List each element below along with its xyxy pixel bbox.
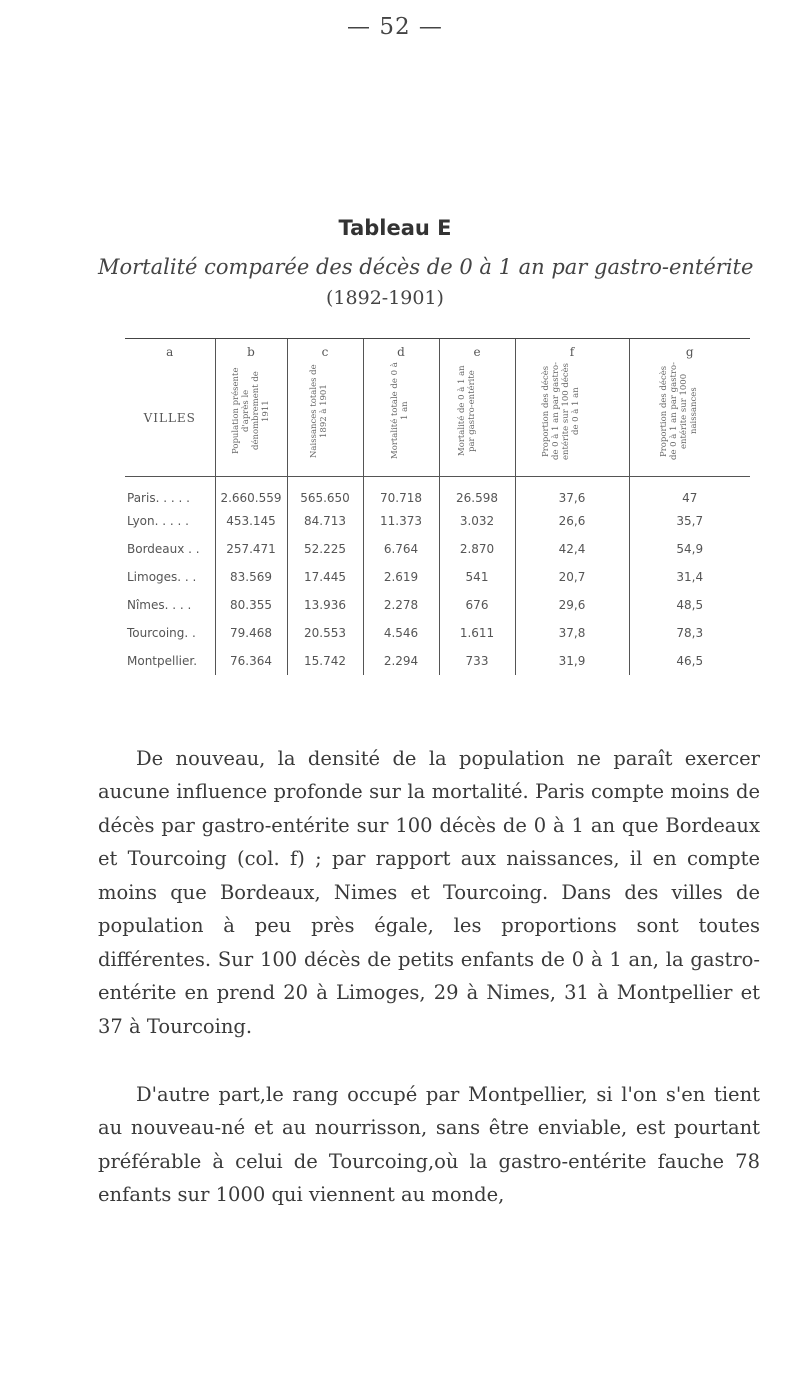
mortalite-gastro-cell: 26.598 xyxy=(439,477,515,508)
header-proportion-naissances xyxy=(629,339,750,477)
mortalite-totale-cell: 70.718 xyxy=(363,477,439,508)
mortality-table xyxy=(125,338,750,675)
column-letter: g xyxy=(685,345,694,359)
column-label: Proportion des décès de 0 à 1 an par gastro-entérite sur 1000 naissances xyxy=(658,361,699,461)
proportion-naissances-cell: 54,9 xyxy=(629,535,750,563)
mortalite-gastro-cell: 676 xyxy=(439,591,515,619)
column-letter: d xyxy=(397,345,405,359)
column-letter: e xyxy=(473,345,481,359)
column-label: Proportion des décès de 0 à 1 an par gastro-entérite sur 100 décès de 0 à 1 an xyxy=(541,361,581,461)
mortalite-totale-cell: 2.278 xyxy=(363,591,439,619)
table-row xyxy=(125,507,750,535)
population-cell: 2.660.559 xyxy=(215,477,287,508)
proportion-naissances-cell: 31,4 xyxy=(629,563,750,591)
column-label: VILLES xyxy=(143,411,196,425)
body-paragraph: De nouveau, la densité de la population ne paraît exercer aucune influence profonde sur la mortalité. Paris compte moins de décès par gastro-entérite sur 100 décès de 0 à 1 an que Bordeaux et Tourcoing (col. f) ; par rapport aux naissances, il en compte moins que Bordeaux, Nimes et Tourcoing. Dans des villes de population à peu près égale, les proportions sont toutes différentes. Sur 100 décès de petits enfants de 0 à 1 an, la gastro-entérite en prend 20 à Limoges, 29 à Nimes, 31 à Montpellier et 37 à Tourcoing. xyxy=(98,746,760,1038)
proportion-naissances-cell: 46,5 xyxy=(629,647,750,675)
population-cell: 76.364 xyxy=(215,647,287,675)
table-years: (1892-1901) xyxy=(326,287,444,309)
table-row xyxy=(125,591,750,619)
mortalite-totale-cell: 4.546 xyxy=(363,619,439,647)
city-cell: Tourcoing. . xyxy=(127,626,196,640)
mortalite-totale-cell: 11.373 xyxy=(363,507,439,535)
naissances-cell: 13.936 xyxy=(287,591,363,619)
mortalite-gastro-cell: 3.032 xyxy=(439,507,515,535)
population-cell: 453.145 xyxy=(215,507,287,535)
column-label: Mortalité totale de 0 à 1 an xyxy=(390,362,410,460)
proportion-deces-cell: 26,6 xyxy=(515,507,629,535)
mortalite-gastro-cell: 541 xyxy=(439,563,515,591)
naissances-cell: 15.742 xyxy=(287,647,363,675)
naissances-cell: 17.445 xyxy=(287,563,363,591)
proportion-naissances-cell: 78,3 xyxy=(629,619,750,647)
mortalite-totale-cell: 2.619 xyxy=(363,563,439,591)
mortalite-gastro-cell: 2.870 xyxy=(439,535,515,563)
proportion-naissances-cell: 35,7 xyxy=(629,507,750,535)
naissances-cell: 565.650 xyxy=(287,477,363,508)
header-population xyxy=(215,339,287,477)
column-label: Naissances totales de 1892 à 1901 xyxy=(309,364,329,458)
column-letter: f xyxy=(569,345,575,359)
header-mortalite-gastro xyxy=(439,339,515,477)
column-letter: c xyxy=(321,345,329,359)
body-paragraph: D'autre part,le rang occupé par Montpellier, si l'on s'en tient au nouveau-né et au nourrisson, sans être enviable, est pourtant préférable à celui de Tourcoing,où la gastro-entérite fauche 78 enfants sur 1000 qui viennent au monde, xyxy=(98,1082,760,1206)
population-cell: 83.569 xyxy=(215,563,287,591)
naissances-cell: 84.713 xyxy=(287,507,363,535)
city-cell: Paris. . . . . xyxy=(127,491,190,505)
city-cell: Lyon. . . . . xyxy=(127,514,189,528)
city-cell: Bordeaux . . xyxy=(127,542,200,556)
population-cell: 257.471 xyxy=(215,535,287,563)
mortalite-totale-cell: 2.294 xyxy=(363,647,439,675)
city-cell: Limoges. . . xyxy=(127,570,197,584)
proportion-deces-cell: 29,6 xyxy=(515,591,629,619)
mortalite-totale-cell: 6.764 xyxy=(363,535,439,563)
naissances-cell: 20.553 xyxy=(287,619,363,647)
column-letter: b xyxy=(247,345,255,359)
population-cell: 79.468 xyxy=(215,619,287,647)
proportion-deces-cell: 31,9 xyxy=(515,647,629,675)
city-cell: Montpellier. xyxy=(127,654,198,668)
mortalite-gastro-cell: 733 xyxy=(439,647,515,675)
header-mortalite-totale xyxy=(363,339,439,477)
page-number: — 52 — xyxy=(347,14,443,40)
mortalite-gastro-cell: 1.611 xyxy=(439,619,515,647)
table-row xyxy=(125,535,750,563)
header-proportion-deces xyxy=(515,339,629,477)
table-row xyxy=(125,647,750,675)
table-row xyxy=(125,563,750,591)
naissances-cell: 52.225 xyxy=(287,535,363,563)
table-title: Tableau E xyxy=(338,216,452,240)
column-label: Mortalité de 0 à 1 an par gastro-entérite xyxy=(457,365,477,457)
table-subtitle: Mortalité comparée des décès de 0 à 1 an par gastro-entérite xyxy=(98,255,754,279)
table-row xyxy=(125,619,750,647)
proportion-naissances-cell: 48,5 xyxy=(629,591,750,619)
proportion-deces-cell: 42,4 xyxy=(515,535,629,563)
proportion-naissances-cell: 47 xyxy=(629,477,750,508)
proportion-deces-cell: 37,6 xyxy=(515,477,629,508)
proportion-deces-cell: 20,7 xyxy=(515,563,629,591)
header-naissances xyxy=(287,339,363,477)
table-row xyxy=(125,477,750,508)
column-label: Population présente d'après le dénombrement de 1911 xyxy=(231,367,271,455)
column-letter: a xyxy=(166,345,174,359)
table-header-row xyxy=(125,339,750,477)
population-cell: 80.355 xyxy=(215,591,287,619)
header-villes xyxy=(125,339,215,477)
city-cell: Nîmes. . . . xyxy=(127,598,192,612)
proportion-deces-cell: 37,8 xyxy=(515,619,629,647)
